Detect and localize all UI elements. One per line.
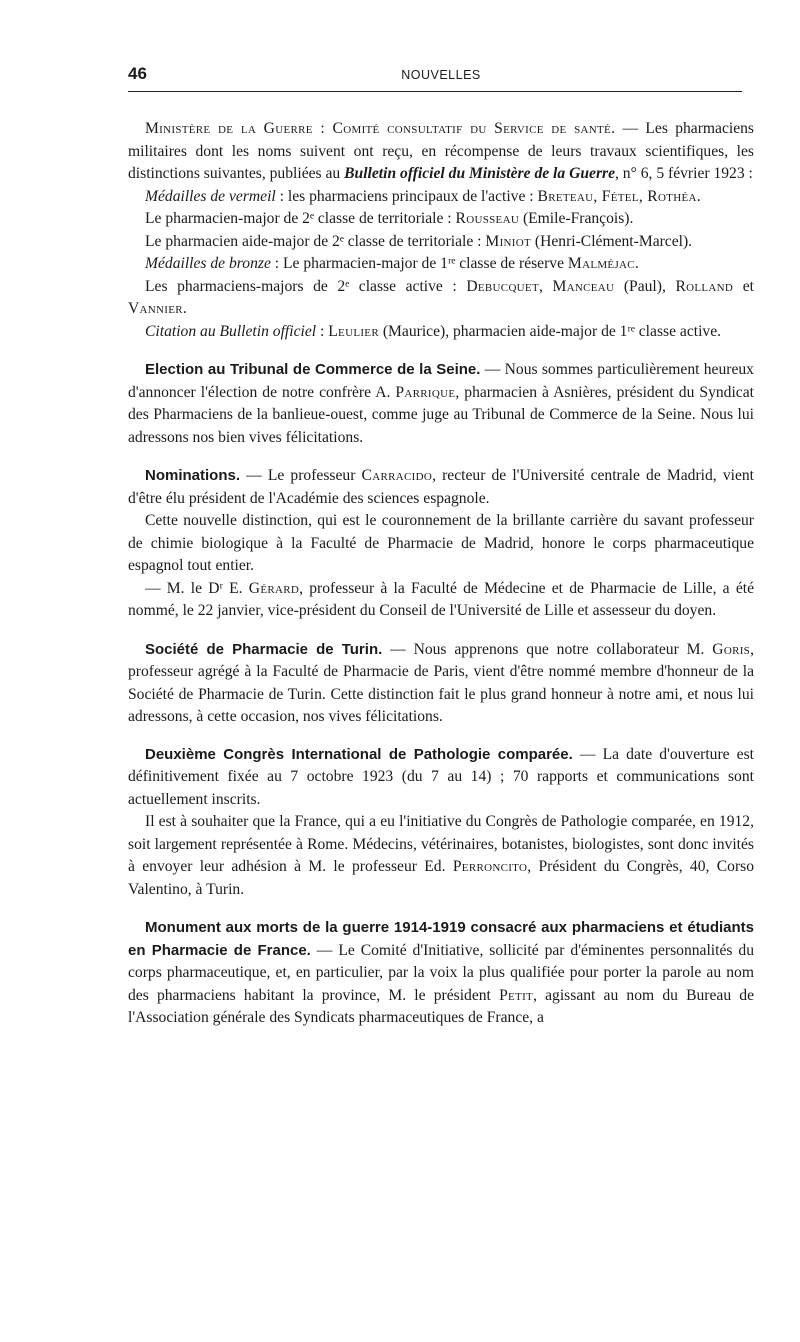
turin-paragraph (128, 639, 754, 729)
nominations-p3-name: Gérard (248, 579, 300, 597)
monument-paragraph (128, 917, 754, 1030)
election-text-2: , pharmacien à Asnières, président du Syndicat des Pharmaciens de la banlieue-ouest, comme juge au Tribunal de Commerce de la Seine. Nous lui adressons nos bien vives félicitations. (128, 383, 754, 446)
running-title: NOUVELLES (401, 68, 481, 82)
citation-label: Citation au Bulletin officiel (145, 322, 317, 340)
nominations-text-1: — Le professeur (240, 467, 362, 484)
medailles-bronze-text: : Le pharmacien-major de 1ʳᵉ classe de réserve (270, 255, 568, 272)
nominations-title: Nominations. (145, 467, 241, 484)
medailles-vermeil-text: : les pharmaciens principaux de l'active : (275, 187, 538, 205)
header-rule (128, 91, 742, 92)
medailles-vermeil-names: Breteau, Fétel, Rothéa. (537, 187, 701, 205)
congres-text: — La date d'ouverture est définitivement fixée au 7 octobre 1923 (du 7 au 14) ; 70 rapports et communications sont actuellement inscrits. (128, 745, 754, 808)
territoriale-major-end: (Emile-François). (519, 210, 634, 227)
ministere-text: — Les pharmaciens militaires dont les noms suivent ont reçu, en récompense de leurs travaux scientifiques, les distinctions suivantes, publiées au (128, 120, 754, 182)
nominations-paragraph (128, 465, 754, 510)
citation-name: Leulier (328, 322, 379, 340)
medailles-bronze-paragraph (128, 253, 754, 276)
congres-paragraph (128, 744, 754, 812)
citation-end: (Maurice), pharmacien aide-major de 1ʳᵉ classe active. (378, 322, 722, 340)
section-gap (128, 729, 754, 744)
congres-title: Deuxième Congrès International de Pathologie comparée. (145, 745, 573, 763)
election-text-1: — Nous sommes particulièrement heureux d'annoncer l'élection de notre confrère A. (128, 361, 754, 401)
majors-active-name-3: Rolland (675, 277, 734, 295)
section-gap (128, 449, 754, 465)
territoriale-major-name: Rousseau (455, 210, 520, 227)
territoriale-aide-paragraph (128, 231, 754, 254)
section-gap (128, 343, 754, 359)
monument-text-1: — Le Comité d'Initiative, sollicité par d'éminentes personnalités du corps pharmaceutique, et, en particulier, par la voix la plus qualifiée pour porter la parole au nom des pharmaciens habitant la province, M. le président (128, 941, 754, 1004)
majors-active-and: et (733, 277, 754, 295)
citation-paragraph (128, 321, 754, 344)
ministere-date: , n° 6, 5 février 1923 : (615, 165, 753, 182)
turin-text-2: , professeur agrégé à la Faculté de Pharmacie de Paris, vient d'être nommé membre d'honneur de la Société de Pharmacie de Turin. Cette distinction fait le plus grand honneur à notre ami, et nous lui adressons, à cette occasion, nos vives félicitations. (128, 640, 754, 725)
election-paragraph (128, 359, 754, 449)
congres-paragraph-2 (128, 811, 754, 901)
territoriale-aide-end: (Henri-Clément-Marcel). (531, 232, 693, 250)
nominations-text-2: , recteur de l'Université centrale de Madrid, vient d'être élu président de l'Académie des sciences espagnole. (128, 467, 754, 507)
nominations-paragraph-2: Cette nouvelle distinction, qui est le couronnement de la brillante carrière du savant professeur de chimie biologique à la Faculté de Pharmacie de Madrid, honore le corps pharmaceutique espagnol tout entier. (128, 512, 754, 574)
nominations-p3-text-2: , professeur à la Faculté de Médecine et de Pharmacie de Lille, a été nommé, le 22 janvier, vice-président du Conseil de l'Université de Lille et assesseur du doyen. (128, 579, 754, 619)
territoriale-aide-name: Miniot (485, 232, 532, 250)
turin-title: Société de Pharmacie de Turin. (145, 640, 383, 658)
section-gap (128, 623, 754, 639)
medailles-bronze-name: Malméjac. (567, 255, 640, 272)
turin-name: Goris (712, 640, 751, 658)
page-number: 46 (128, 64, 147, 83)
territoriale-aide-text: Le pharmacien aide-major de 2ᵉ classe de territoriale : (145, 232, 486, 250)
nominations-p3-text-1: — M. le Dʳ E. (145, 579, 249, 597)
territoriale-major-paragraph (128, 208, 754, 231)
congres-p2-name: Perroncito (452, 858, 528, 875)
election-name: Parrique (395, 383, 456, 401)
turin-text-1: — Nous apprenons que notre collaborateur M. (382, 640, 713, 658)
monument-name: Petit (499, 986, 534, 1004)
ministere-paragraph (128, 118, 754, 186)
majors-active-paragraph (128, 276, 754, 321)
congres-p2-text-1: Il est à souhaiter que la France, qui a eu l'initiative du Congrès de Pathologie comparée, en 1912, soit largement représentée à Rome. Médecins, vétérinaires, botanistes, biologistes, sont donc invités à envoyer leur adhésion à M. le professeur Ed. (128, 813, 754, 875)
article-body (128, 118, 754, 1030)
nominations-paragraph-3 (128, 578, 754, 623)
territoriale-major-text: Le pharmacien-major de 2ᵉ classe de territoriale : (145, 210, 456, 227)
medailles-bronze-label: Médailles de bronze (145, 255, 271, 272)
page-header (128, 60, 754, 86)
majors-active-mid: (Paul), (614, 277, 676, 295)
ministere-lead: Ministère de la Guerre : Comité consultatif du Service de santé. (145, 120, 616, 137)
citation-text: : (316, 322, 329, 340)
page (128, 60, 755, 1026)
majors-active-name-2: Manceau (552, 277, 615, 295)
monument-text-2: , agissant au nom du Bureau de l'Association générale des Syndicats pharmaceutiques de France, a (128, 986, 755, 1026)
majors-active-text: Les pharmaciens-majors de 2ᵉ classe active : (145, 277, 467, 295)
nominations-name: Carracido (361, 467, 433, 484)
journal-title: Bulletin officiel du Ministère de la Guerre (344, 165, 615, 182)
monument-title: Monument aux morts de la guerre 1914-1919 consacré aux pharmaciens et étudiants en Pharmacie de France. (128, 919, 754, 959)
majors-active-name-1: Debucquet (466, 277, 539, 295)
election-title: Election au Tribunal de Commerce de la Seine. (145, 361, 481, 378)
majors-active-sep-1: , (538, 277, 553, 295)
congres-p2-text-2: , Président du Congrès, 40, Corso Valentino, à Turin. (128, 858, 755, 898)
section-gap (128, 901, 754, 917)
medailles-vermeil-label: Médailles de vermeil (145, 187, 276, 205)
medailles-vermeil-paragraph (128, 186, 754, 209)
majors-active-name-4: Vannier. (128, 300, 188, 317)
